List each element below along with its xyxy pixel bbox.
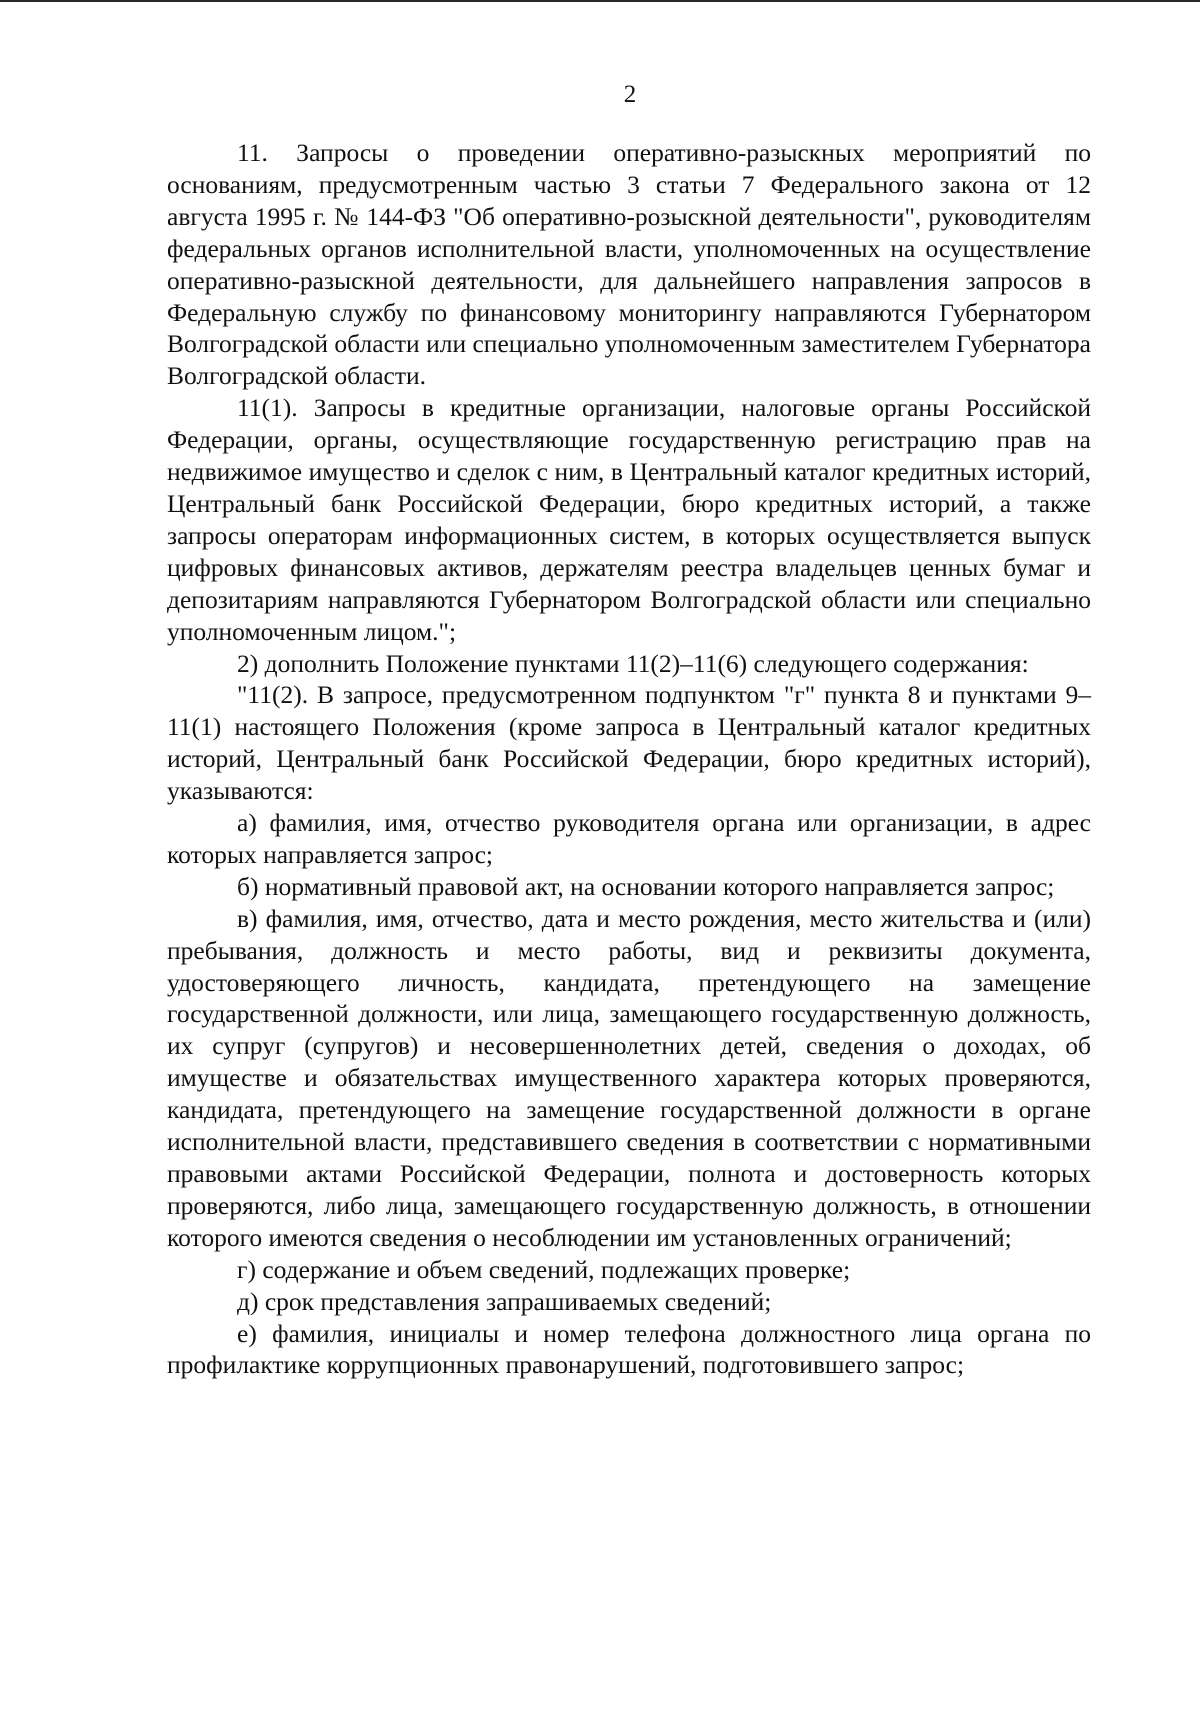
list-item-g: г) содержание и объем сведений, подлежащих проверке; [237, 1254, 851, 1284]
paragraph-11-1: 11(1). Запросы в кредитные организации, налоговые органы Российской Федерации, органы, осуществляющие государственную регистрацию прав на недвижимое имущество и сделок с ним, в Центральный каталог кредитных историй, Центральный банк Российской Федерации, бюро кредитных историй, а также запросы операторам информационных систем, в которых осуществляется выпуск цифровых финансовых активов, держателям реестра владельцев ценных бумаг и депозитариям направляются Губернатором Волгоградской области или специально уполномоченным лицом."; [167, 393, 1091, 646]
page-number: 2 [623, 81, 637, 108]
paragraph-11: 11. Запросы о проведении оперативно-разыскных мероприятий по основаниям, предусмотренным частью 3 статьи 7 Федерального закона от 12 августа 1995 г. № 144-ФЗ "Об оперативно-розыскной деятельности", руководителям федеральных органов исполнительной власти, уполномоченных на осуществление оперативно-разыскной деятельности, для дальнейшего направления запросов в Федеральную службу по финансовому мониторингу направляются Губернатором Волгоградской области или специально уполномоченным заместителем Губернатора Волгоградской области. [167, 138, 1091, 391]
scan-top-edge [0, 0, 1200, 2]
list-item-d: д) срок представления запрашиваемых сведений; [237, 1286, 772, 1316]
paragraph-amendment-2: 2) дополнить Положение пунктами 11(2)–11(6) следующего содержания: [237, 648, 1029, 678]
list-item-a: а) фамилия, имя, отчество руководителя органа или организации, в адрес которых направляется запрос; [167, 808, 1091, 869]
list-item-v: в) фамилия, имя, отчество, дата и место рождения, место жительства и (или) пребывания, должность и место работы, вид и реквизиты документа, удостоверяющего личность, кандидата, претендующего на замещение государственной должности, или лица, замещающего государственную должность, их супруг (супругов) и несовершеннолетних детей, сведения о доходах, об имуществе и обязательствах имущественного характера которых проверяются, кандидата, претендующего на замещение государственной должности в органе исполнительной власти, представившего сведения в соответствии с нормативными правовыми актами Российской Федерации, полнота и достоверность которых проверяются, либо лица, замещающего государственную должность, в отношении которого имеются сведения о несоблюдении им установленных ограничений; [167, 903, 1091, 1252]
document-body [167, 137, 1091, 1381]
paragraph-11-2: "11(2). В запросе, предусмотренном подпунктом "г" пункта 8 и пунктами 9–11(1) настоящего Положения (кроме запроса в Центральный каталог кредитных историй, Центральный банк Российской Федерации, бюро кредитных историй), указываются: [167, 680, 1091, 806]
list-item-e: е) фамилия, инициалы и номер телефона должностного лица органа по профилактике коррупционных правонарушений, подготовившего запрос; [167, 1318, 1091, 1380]
list-item-b: б) нормативный правовой акт, на основании которого направляется запрос; [237, 871, 1055, 901]
